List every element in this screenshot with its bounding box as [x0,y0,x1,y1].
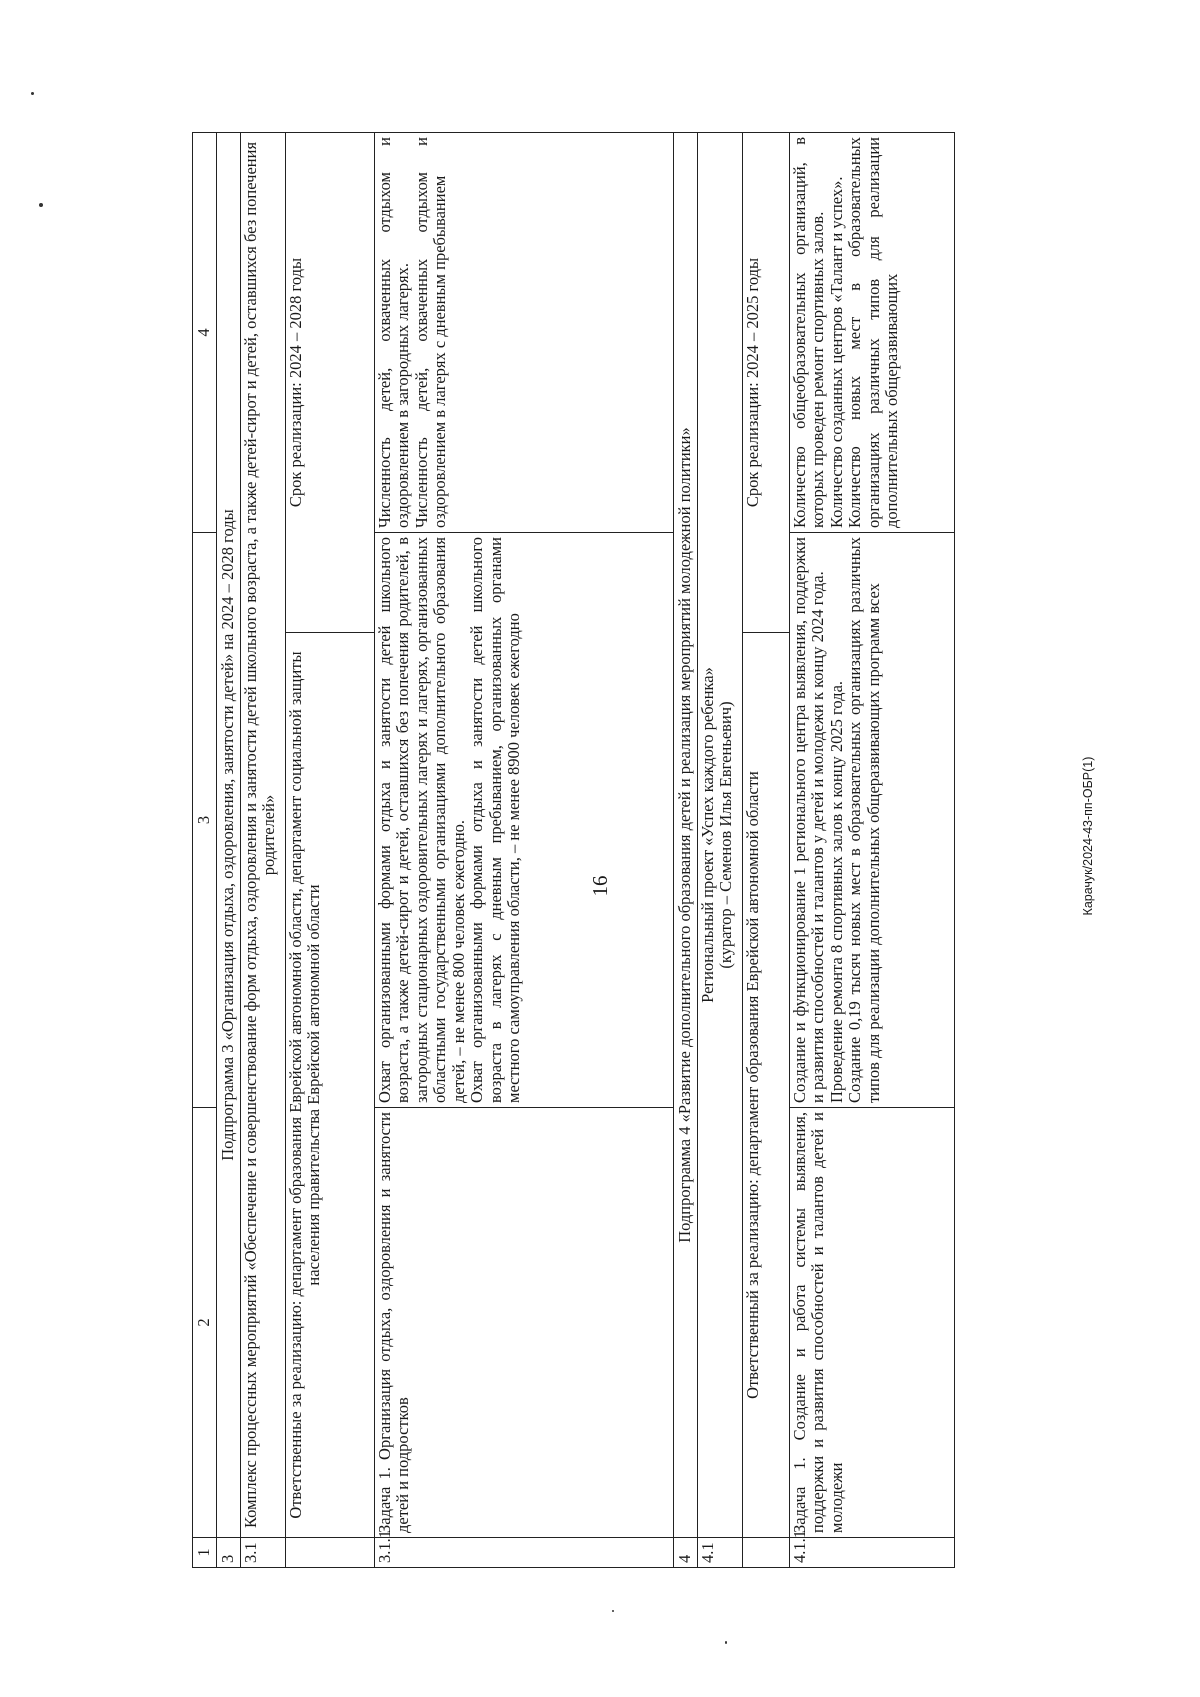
term-3-1: Срок реализации: 2024 – 2028 годы [286,133,375,633]
task-3-1-1-row [375,133,674,1568]
document-code: Карачук/2024-43-пп-ОБР(1) [1081,756,1095,916]
project-4-1 [698,133,743,1538]
responsible-4-1-row [743,133,790,1568]
scan-speck [612,1610,614,1612]
page-number: 16 [588,875,612,897]
effect-text: Создание и функционирование 1 регионального центра выявления, поддержки и развития способностей и талантов у детей и молодежи к концу 2024 года. [790,537,828,1103]
project-4-1-curator: (куратор – Семенов Илья Евгеньевич) [716,701,736,969]
term-4-1: Срок реализации: 2024 – 2025 годы [743,133,790,633]
header-col-4: 4 [193,133,217,533]
row-number: 4.1.1 [790,1538,955,1568]
table-header-row [193,133,217,1568]
subprogram-4-row [674,133,698,1568]
row-number: 3 [217,1538,241,1568]
responsible-3-1: Ответственные за реализацию: департамент образования Еврейской автономной области, департамент социальной защиты населения правительства Еврейской автономной области [286,633,375,1538]
indicator-3-1-1 [375,133,674,533]
effect-text: Создание 0,19 тысяч новых мест в образовательных организациях различных типов для реализации дополнительных общеразвивающих программ всех [845,537,883,1103]
scan-speck [31,92,34,95]
complex-3-1-row [241,133,286,1568]
rotated-table-container [192,133,1037,1568]
indicator-text: Количество общеобразовательных организаций, в которых проведен ремонт спортивных залов. [790,137,828,528]
subprogram-3-title: Подпрограмма 3 «Организация отдыха, оздоровления, занятости детей» на 2024 – 2028 годы [217,133,241,1538]
effect-text: Охват организованными формами отдыха и занятости детей школьного возраста, а также детей-сирот и детей, оставшихся без попечения родителей, в загородных стационарных оздоровительных лагерях и лагерях, организованных областными государственными организациями дополнительного образования детей, – не менее 800 человек ежегодно. [375,537,468,1103]
responsible-4-1: Ответственный за реализацию: департамент образования Еврейской автономной области [743,633,790,1538]
project-4-1-row [698,133,743,1568]
indicator-text: Численность детей, охваченных отдыхом и оздоровлением в загородных лагерях. [375,137,413,528]
row-number: 4.1 [698,1538,743,1568]
complex-3-1-title: Комплекс процессных мероприятий «Обеспечение и совершенствование форм отдыха, оздоровления и занятости детей школьного возраста, а также детей-сирот и детей, оставшихся без попечения родителей» [241,133,286,1538]
effect-4-1-1 [790,533,955,1108]
subprogram-3-row [217,133,241,1568]
row-number: 3.1.1 [375,1538,674,1568]
subprogram-4-title: Подпрограмма 4 «Развитие дополнительного образования детей и реализация мероприятий молодежной политики» [674,133,698,1538]
task-4-1-1: Задача 1. Создание и работа системы выявления, поддержки и развития способностей и талантов детей и молодежи [790,1108,955,1538]
project-4-1-title: Региональный проект «Успех каждого ребенка» [698,667,717,1003]
header-col-2: 2 [193,1108,217,1538]
indicator-text: Численность детей, охваченных отдыхом и оздоровлением в лагерях с дневным пребыванием [411,137,450,528]
row-number: 4 [674,1538,698,1568]
effect-3-1-1 [375,533,674,1108]
indicator-4-1-1 [790,133,955,533]
task-3-1-1: Задача 1. Организация отдыха, оздоровления и занятости детей и подростков [375,1108,674,1538]
scan-speck [39,203,43,207]
header-col-3: 3 [193,533,217,1108]
responsible-3-1-row [286,133,375,1568]
header-col-1: 1 [193,1538,217,1568]
task-4-1-1-row [790,133,955,1568]
effect-text: Охват организованными формами отдыха и занятости детей школьного возраста в лагерях с дневным пребыванием, организованных органами местного самоуправления области, – не менее 8900 человек ежегодно [467,537,524,1103]
program-table [192,132,955,1568]
indicator-text: Количество созданных центров «Талант и успех». [826,176,846,528]
effect-text: Проведение ремонта 8 спортивных залов к концу 2025 года. [826,680,846,1103]
scan-speck [725,1641,727,1644]
indicator-text: Количество новых мест в образовательных организациях различных типов для реализации дополнительных общеразвивающих [845,137,902,528]
row-number: 3.1 [241,1538,286,1568]
